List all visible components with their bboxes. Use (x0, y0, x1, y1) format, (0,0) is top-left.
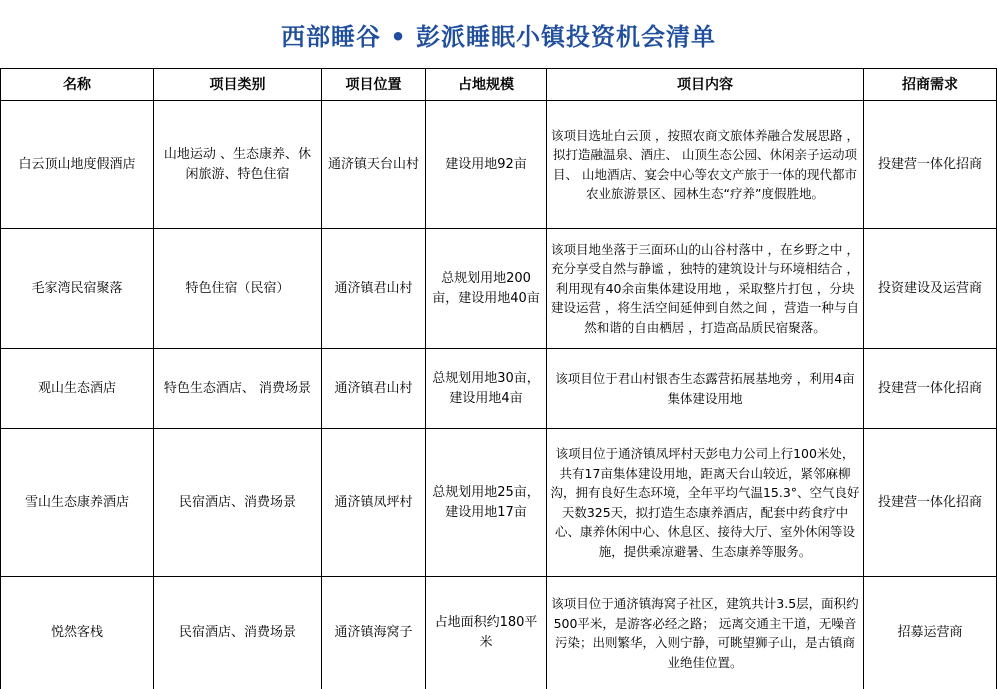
page-title: 西部睡谷 • 彭派睡眠小镇投资机会清单 (0, 0, 997, 68)
cell-location[interactable]: 通济镇凤坪村 (322, 429, 426, 577)
cell-scale[interactable]: 总规划用地200亩，建设用地40亩 (426, 229, 547, 349)
cell-need[interactable]: 投建营一体化招商 (864, 429, 997, 577)
column-header-scale[interactable]: 占地规模 (426, 69, 547, 101)
cell-content[interactable]: 该项目位于通济镇海窝子社区，建筑共计3.5层，面积约500平米，是游客必经之路； 远离交通主干道，无噪音污染；出则繁华，入则宁静，可眺望狮子山，是古镇商业绝佳位置。 (547, 577, 864, 689)
table-row (1, 349, 997, 429)
cell-need[interactable]: 投建营一体化招商 (864, 349, 997, 429)
cell-location[interactable]: 通济镇君山村 (322, 229, 426, 349)
cell-need[interactable]: 招募运营商 (864, 577, 997, 689)
cell-location[interactable]: 通济镇海窝子 (322, 577, 426, 689)
cell-name[interactable]: 白云顶山地度假酒店 (1, 101, 154, 229)
column-header-location[interactable]: 项目位置 (322, 69, 426, 101)
cell-location[interactable]: 通济镇天台山村 (322, 101, 426, 229)
header-row (1, 69, 997, 101)
table-row (1, 229, 997, 349)
cell-name[interactable]: 悦然客栈 (1, 577, 154, 689)
investment-table (0, 68, 997, 689)
column-header-content[interactable]: 项目内容 (547, 69, 864, 101)
cell-scale[interactable]: 建设用地92亩 (426, 101, 547, 229)
cell-scale[interactable]: 占地面积约180平米 (426, 577, 547, 689)
cell-scale[interactable]: 总规划用地25亩，建设用地17亩 (426, 429, 547, 577)
cell-name[interactable]: 观山生态酒店 (1, 349, 154, 429)
cell-category[interactable]: 山地运动 、生态康养、休闲旅游、特色住宿 (154, 101, 322, 229)
table-row (1, 577, 997, 689)
cell-category[interactable]: 特色住宿（民宿） (154, 229, 322, 349)
cell-content[interactable]: 该项目地坐落于三面环山的山谷村落中 ，在乡野之中 ，充分享受自然与静谧 ，独特的建筑设计与环境相结合 ，利用现有40余亩集体建设用地 ，采取整片打包 ，分块建设运营 ，将生活空间延伸到自然之间 ，营造一种与自然和谐的自由栖居 ，打造高品质民宿聚落。 (547, 229, 864, 349)
cell-content[interactable]: 该项目位于通济镇凤坪村天彭电力公司上行100米处，共有17亩集体建设用地，距离天台山较近，紧邻麻柳沟，拥有良好生态环境，全年平均气温15.3°、空气良好天数325天，拟打造生态康养酒店，配套中药食疗中心、康养休闲中心、休息区、接待大厅、室外休闲等设施，提供乘凉避暑、生态康养等服务。 (547, 429, 864, 577)
table-row (1, 101, 997, 229)
cell-need[interactable]: 投建营一体化招商 (864, 101, 997, 229)
cell-category[interactable]: 民宿酒店、消费场景 (154, 429, 322, 577)
column-header-name[interactable]: 名称 (1, 69, 154, 101)
cell-need[interactable]: 投资建设及运营商 (864, 229, 997, 349)
cell-name[interactable]: 雪山生态康养酒店 (1, 429, 154, 577)
cell-content[interactable]: 该项目位于君山村银杏生态露营拓展基地旁 ，利用4亩集体建设用地 (547, 349, 864, 429)
cell-name[interactable]: 毛家湾民宿聚落 (1, 229, 154, 349)
cell-location[interactable]: 通济镇君山村 (322, 349, 426, 429)
column-header-category[interactable]: 项目类别 (154, 69, 322, 101)
cell-category[interactable]: 特色生态酒店、 消费场景 (154, 349, 322, 429)
column-header-need[interactable]: 招商需求 (864, 69, 997, 101)
table-row (1, 429, 997, 577)
cell-content[interactable]: 该项目选址白云顶 ，按照农商文旅体养融合发展思路 ，拟打造融温泉、酒庄、 山顶生态公园、休闲亲子运动项目、 山地酒店、宴会中心等农文产旅于一体的现代都市农业旅游景区、园林生态“疗养”度假胜地。 (547, 101, 864, 229)
cell-category[interactable]: 民宿酒店、消费场景 (154, 577, 322, 689)
cell-scale[interactable]: 总规划用地30亩，建设用地4亩 (426, 349, 547, 429)
